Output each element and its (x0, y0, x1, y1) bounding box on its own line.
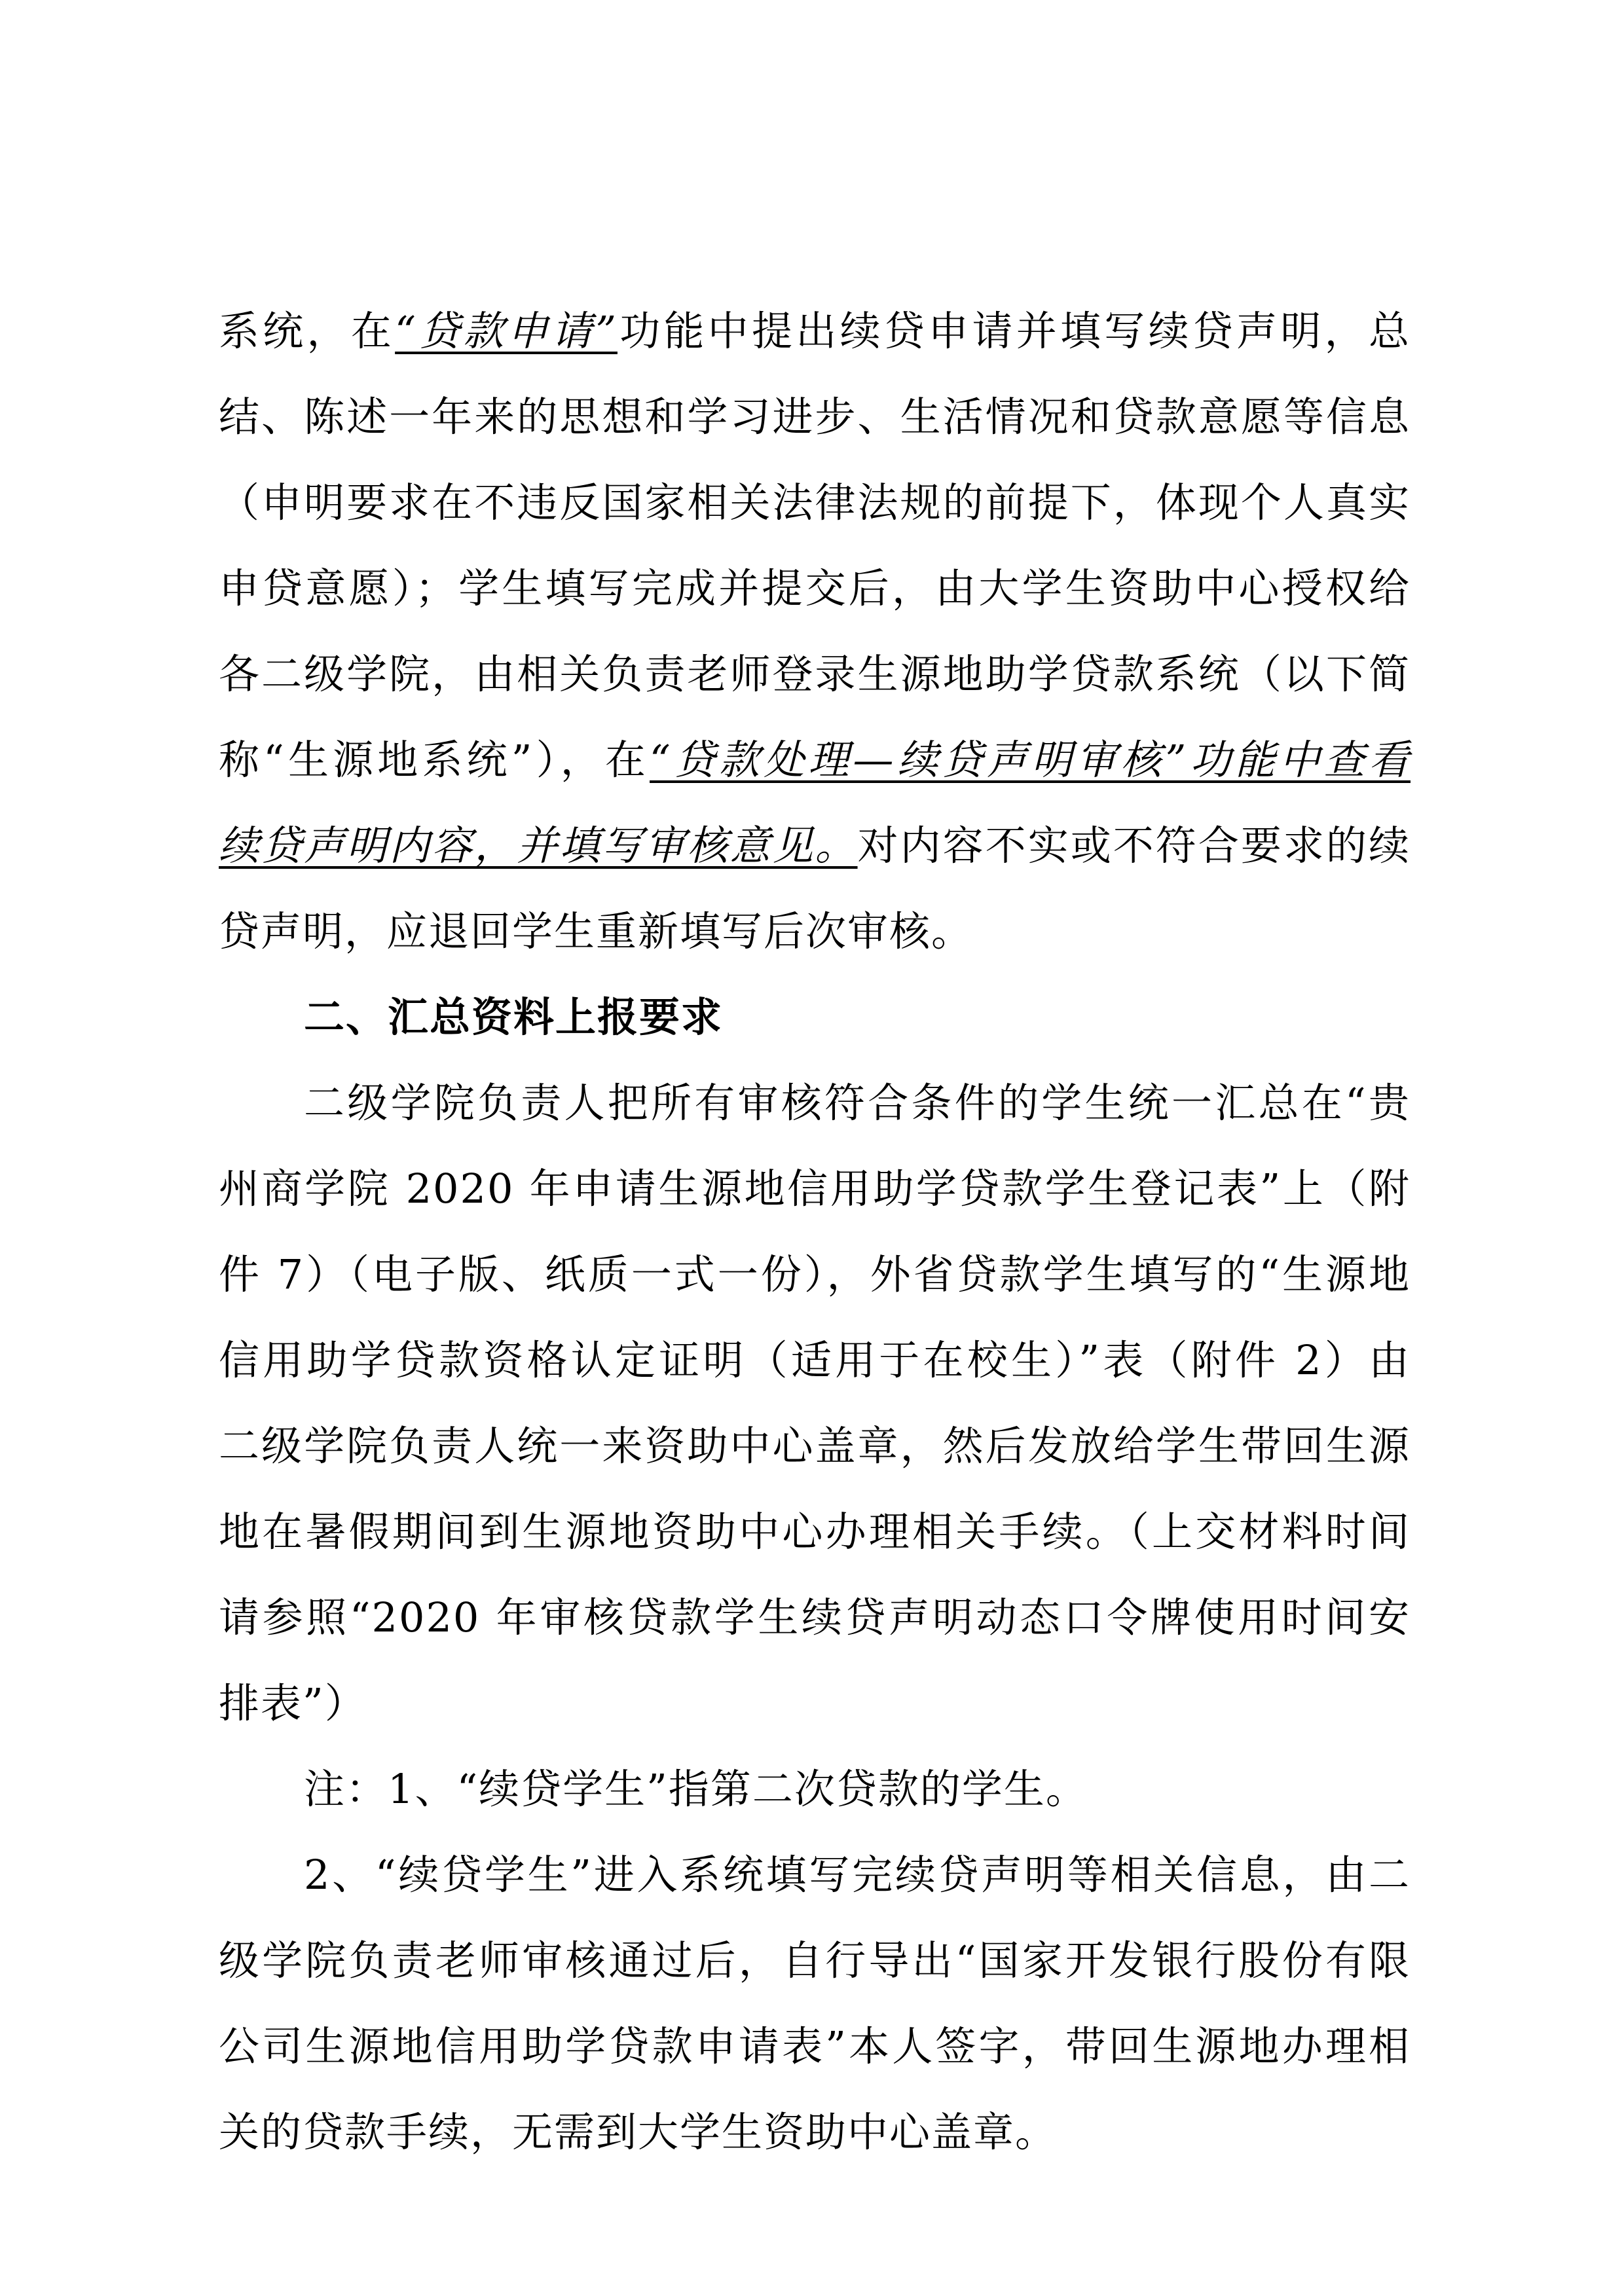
text-line (219, 288, 1411, 374)
section-heading: 二、汇总资料上报要求 (304, 993, 724, 1041)
text-line: 关的贷款手续，无需到大学生资助中心盖章。 (219, 2108, 1058, 2156)
text-line: （申明要求在不违反国家相关法律法规的前提下，体现个人真实 (219, 479, 1411, 526)
text-line: 贷声明，应退回学生重新填写后次审核。 (219, 907, 974, 955)
text-line: 结、陈述一年来的思想和学习进步、生活情况和贷款意愿等信息 (219, 393, 1411, 441)
text-segment: 功能中提出续贷申请并填写续贷声明，总 (617, 307, 1411, 355)
text-segment: 称“生源地系统”），在 (219, 736, 650, 784)
note-2 (219, 1832, 1411, 2175)
text-line: 州商学院 2020 年申请生源地信用助学贷款学生登记表”上（附 (219, 1165, 1411, 1212)
paragraph-summary-requirements (219, 1060, 1411, 1746)
text-line: 各二级学院，由相关负责老师登录生源地助学贷款系统（以下简 (219, 650, 1411, 698)
note-1: 注：1、“续贷学生”指第二次贷款的学生。 (304, 1765, 1088, 1813)
text-line: 2、“续贷学生”进入系统填写完续贷声明等相关信息，由二 (304, 1851, 1411, 1899)
text-line: 级学院负责老师审核通过后，自行导出“国家开发银行股份有限 (219, 1937, 1411, 1984)
paragraph-loan-application (219, 288, 1411, 974)
text-line: 二级学院负责人统一来资助中心盖章，然后发放给学生带回生源 (219, 1422, 1411, 1470)
emphasized-text: 续贷声明内容，并填写审核意见。 (219, 822, 858, 869)
text-line: 地在暑假期间到生源地资助中心办理相关手续。（上交材料时间 (219, 1508, 1411, 1556)
text-line: 二级学院负责人把所有审核符合条件的学生统一汇总在“贵 (304, 1079, 1411, 1127)
text-line (219, 803, 1411, 888)
text-line: 请参照“2020 年审核贷款学生续贷声明动态口令牌使用时间安 (219, 1594, 1411, 1641)
text-line: 件 7）（电子版、纸质一式一份），外省贷款学生填写的“生源地 (219, 1250, 1411, 1298)
text-segment: 对内容不实或不符合要求的续 (857, 822, 1411, 869)
text-line: 申贷意愿）；学生填写完成并提交后，由大学生资助中心授权给 (219, 564, 1411, 612)
document-page (219, 288, 1411, 2175)
text-line: 排表”） (219, 1679, 367, 1727)
text-segment: 系统，在 (219, 307, 396, 355)
text-line: 信用助学贷款资格认定证明（适用于在校生）”表（附件 2）由 (219, 1336, 1411, 1384)
text-line: 公司生源地信用助学贷款申请表”本人签字，带回生源地办理相 (219, 2022, 1411, 2070)
text-line (219, 717, 1411, 803)
emphasized-text: “贷款处理—续贷声明审核”功能中查看 (650, 736, 1411, 784)
emphasized-text: “贷款申请” (395, 307, 618, 355)
